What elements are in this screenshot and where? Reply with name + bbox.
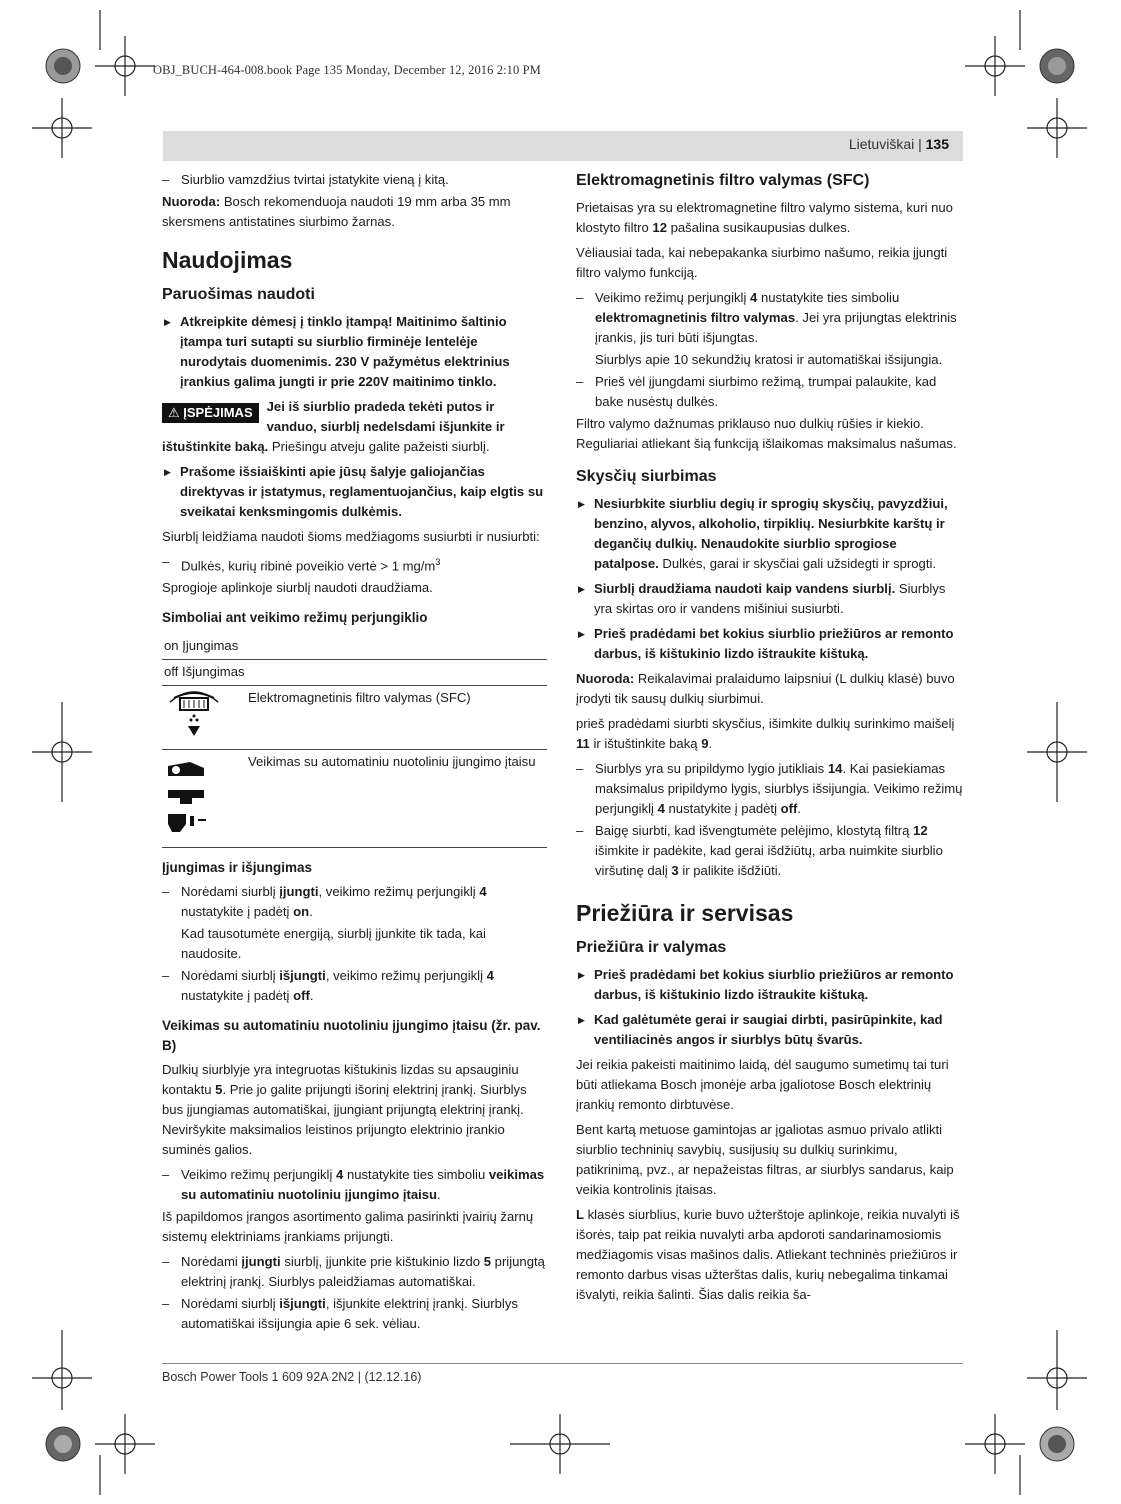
list-item: – Baigę siurbti, kad išvengtumėte pelėjimo, klostytą filtrą 12 išimkite ir padėkite, kad gerai išdžiūtų, arba nuimkite siurblio viršutinę dalį 3 ir palikite išdžiūti. bbox=[576, 821, 963, 881]
color-wheel-icon bbox=[1040, 1427, 1074, 1461]
paragraph: Jei reikia pakeisti maitinimo laidą, dėl saugumo sumetimų tai turi būti atliekama Bosch įmonėje arba įgaliotose Bosch elektrinių įrankių remonto dirbtuvėse. bbox=[576, 1057, 949, 1112]
color-wheel-icon bbox=[46, 49, 80, 83]
registration-mark-icon bbox=[1027, 702, 1087, 802]
safety-item: ▶ Prieš pradėdami bet kokius siurblio priežiūros ar remonto darbus, iš kištukinio lizdo ištraukite kištuką. bbox=[576, 624, 963, 664]
list-item-note: Kad tausotumėte energiją, siurblį įjunkite tik tada, kai naudosite. bbox=[181, 926, 486, 962]
section-title-naudojimas: Naudojimas bbox=[162, 247, 293, 273]
registration-mark-icon bbox=[1027, 98, 1087, 158]
page-footer: Bosch Power Tools 1 609 92A 2N2 | (12.12.16) bbox=[162, 1370, 422, 1384]
paragraph: prieš pradėdami siurbti skysčius, išimkite dulkių surinkimo maišelį 11 ir ištuštinkite baką 9. bbox=[576, 716, 955, 751]
registration-mark-icon bbox=[965, 36, 1025, 96]
list-item: – Norėdami siurblį išjungti, veikimo režimų perjungiklį 4 nustatykite į padėtį off. bbox=[162, 966, 547, 1006]
power-tool-icon bbox=[164, 752, 224, 842]
safety-item: ▶ Nesiurbkite siurbliu degių ir sprogių skysčių, pavyzdžiui, benzino, alyvos, alkoholio, tirpiklių. Nesiurbkite karštų ir degančių dulkių. Nenaudokite siurblio sprogiose patalpose. Dulkės, garai ir skysčiai gali užsidegti ir sprogti. bbox=[576, 494, 963, 574]
registration-mark-icon bbox=[95, 1414, 155, 1474]
list-item: – Prieš vėl įjungdami siurbimo režimą, trumpai palaukite, kad bake nusėstų dulkės. bbox=[576, 372, 963, 412]
warning-block bbox=[162, 397, 547, 457]
safety-item: ▶ Atkreipkite dėmesį į tinklo įtampą! Maitinimo šaltinio įtampa turi sutapti su siurblio firminėje lentelėje nurodytais duomenimis. 230 V pažymėtus elektrinius įrankius galima jungti ir prie 220V maitinimo tinklo. bbox=[162, 312, 547, 392]
registration-mark-icon bbox=[965, 1414, 1025, 1474]
table-row: on Įjungimas bbox=[162, 634, 547, 660]
warning-badge: ⚠ ĮSPĖJIMAS bbox=[162, 403, 259, 423]
sfc-title: Elektromagnetinis filtro valymas (SFC) bbox=[576, 172, 870, 189]
paragraph: Filtro valymo dažnumas priklauso nuo dulkių rūšies ir kiekio. Reguliariai atliekant šią funkciją išlaikomas maksimalus našumas. bbox=[576, 416, 957, 451]
footer-rule bbox=[162, 1363, 963, 1364]
header-text bbox=[849, 136, 949, 152]
list-item: – Norėdami siurblį įjungti, veikimo režimų perjungiklį 4 nustatykite į padėtį on. bbox=[162, 882, 547, 922]
registration-mark-icon bbox=[1027, 1330, 1087, 1410]
list-item-note: Siurblys apie 10 sekundžių kratosi ir automatiškai išsijungia. bbox=[595, 352, 943, 367]
paragraph: Prietaisas yra su elektromagnetine filtro valymo sistema, kuri nuo klostyto filtro 12 pašalina susikaupusias dulkes. bbox=[576, 200, 953, 235]
left-column bbox=[162, 170, 547, 1336]
paragraph: Dulkių siurblyje yra integruotas kištukinis lizdas su apsauginiu kontaktu 5. Prie jo galite prijungti išorinį elektrinį įrankį. Siurblys bus įjungiamas automatiškai, įjungiant prijungtą elektrinį įrankį. Neviršykite maksimalios leistinos prijungto elektrinio įrankio suminės galios. bbox=[162, 1062, 527, 1158]
header-separator: | bbox=[914, 136, 926, 152]
safety-item: ▶ Prašome išsiaiškinti apie jūsų šalyje galiojančias direktyvas ir įstatymus, reglamentuojančius, kaip elgtis su sveikatai kenksmingomis dulkėmis. bbox=[162, 462, 547, 522]
paragraph: Sprogioje aplinkoje siurblį naudoti draudžiama. bbox=[162, 580, 433, 596]
registration-mark-icon bbox=[32, 1330, 92, 1410]
warning-rest: Priešingu atveju galite pažeisti siurblį. bbox=[268, 439, 490, 454]
paragraph: L klasės siurblius, kurie buvo užterštoje aplinkoje, reikia nuvalyti iš išorės, taip pat reikia nuvalyti arba apdoroti sandarinamosiomis medžiagomis visas mašinos dalis. Atliekant techninės priežiūros ir remonto darbus visas užterštas dalis, kurių nebegalima tinkamai išvalyti, reikia šalinti. Šias dalis reikia ša- bbox=[576, 1207, 960, 1302]
list-item: – Veikimo režimų perjungiklį 4 nustatykite ties simboliu veikimas su automatiniu nuotoliniu įjungimo įtaisu. bbox=[162, 1165, 547, 1205]
note: Nuoroda: Reikalavimai pralaidumo laipsniui (L dulkių klasė) buvo įrodyti tik sausų dulkių siurbimui. bbox=[576, 671, 955, 706]
header-language: Lietuviškai bbox=[848, 136, 915, 152]
subsection-title-paruosimas: Paruošimas naudoti bbox=[162, 286, 315, 303]
filter-cleaning-icon bbox=[164, 688, 224, 744]
list-item: – Veikimo režimų perjungiklį 4 nustatykite ties simboliu elektromagnetinis filtro valymas. Jei yra prijungtas elektrinis įrankis, jis turi būti išjungtas. bbox=[576, 288, 963, 348]
paragraph: Vėliausiai tada, kai nebepakanka siurbimo našumo, reikia įjungti filtro valymo funkciją. bbox=[576, 245, 948, 280]
registration-mark-icon bbox=[32, 702, 92, 802]
note: Nuoroda: Bosch rekomenduoja naudoti 19 mm arba 35 mm skersmens antistatines siurbimo žarnas. bbox=[162, 194, 511, 229]
list-item: – Norėdami įjungti siurblį, įjunkite prie kištukinio lizdo 5 prijungtą elektrinį įrankį. Siurblys paleidžiamas automatiškai. bbox=[162, 1252, 547, 1292]
safety-item: ▶ Kad galėtumėte gerai ir saugiai dirbti, pasirūpinkite, kad ventiliacinės angos ir siurblys būtų švarūs. bbox=[576, 1010, 963, 1050]
registration-mark-icon bbox=[510, 1414, 610, 1474]
paragraph: Iš papildomos įrangos asortimento galima pasirinkti įvairių žarnų sistemų elektriniams įrankiams prijungti. bbox=[162, 1209, 534, 1245]
liquid-title: Skysčių siurbimas bbox=[576, 468, 717, 485]
symbols-table bbox=[162, 634, 547, 848]
list-item: – Norėdami siurblį išjungti, išjunkite elektrinį įrankį. Siurblys automatiškai išsijungia apie 6 sek. vėliau. bbox=[162, 1294, 547, 1334]
auto-mode-title: Veikimas su automatiniu nuotoliniu įjungimo įtaisu (žr. pav. B) bbox=[162, 1018, 541, 1054]
right-column bbox=[576, 170, 963, 1310]
symbols-title: Simboliai ant veikimo režimų perjungiklio bbox=[162, 610, 428, 626]
safety-item: ▶ Siurblį draudžiama naudoti kaip vandens siurblį. Siurblys yra skirtas oro ir vandens mišiniui susiurbti. bbox=[576, 579, 963, 619]
paragraph: Bent kartą metuose gamintojas ar įgaliotas asmuo privalo atlikti siurblio techninių savybių, susijusių su dulkių surinkimu, patikrinimą, pvz., ar nepažeistas filtras, ar siurblys sandarus, kaip veikia kontrolinis įtaisas. bbox=[576, 1122, 954, 1197]
page-header bbox=[163, 131, 963, 161]
safety-item: ▶ Prieš pradėdami bet kokius siurblio priežiūros ar remonto darbus, iš kištukinio lizdo ištraukite kištuką. bbox=[576, 965, 963, 1005]
registration-mark-icon bbox=[95, 36, 155, 96]
onoff-title: Įjungimas ir išjungimas bbox=[162, 860, 313, 876]
warning-text: Jei iš siurblio pradeda tekėti putos ir vanduo, siurblį nedelsdami išjunkite ir ištuštinkite baką. bbox=[162, 399, 505, 454]
table-row: Veikimas su automatiniu nuotoliniu įjungimo įtaisu bbox=[162, 750, 547, 848]
paragraph: Siurblį leidžiama naudoti šioms medžiagoms susiurbti ir nusiurbti: bbox=[162, 529, 540, 544]
care-title: Priežiūra ir valymas bbox=[576, 939, 727, 956]
section-title-service: Priežiūra ir servisas bbox=[576, 900, 794, 926]
table-row: off Išjungimas bbox=[162, 660, 547, 686]
registration-mark-icon bbox=[32, 98, 92, 158]
print-line: OBJ_BUCH-464-008.book Page 135 Monday, December 12, 2016 2:10 PM bbox=[153, 63, 541, 77]
table-row: Elektromagnetinis filtro valymas (SFC) bbox=[162, 686, 547, 750]
color-wheel-icon bbox=[1040, 49, 1074, 83]
list-item: – Siurblio vamzdžius tvirtai įstatykite vieną į kitą. bbox=[162, 170, 547, 190]
color-wheel-icon bbox=[46, 1427, 80, 1461]
list-item: – Siurblys yra su pripildymo lygio jutikliais 14. Kai pasiekiamas maksimalus pripildymo lygis, siurblys išsijungia. Veikimo režimų perjungiklį 4 nustatykite į padėtį off. bbox=[576, 759, 963, 819]
page-number: 135 bbox=[925, 136, 949, 152]
list-item: – Dulkės, kurių ribinė poveikio vertė > 1 $mg/m^3$ bbox=[162, 552, 547, 576]
